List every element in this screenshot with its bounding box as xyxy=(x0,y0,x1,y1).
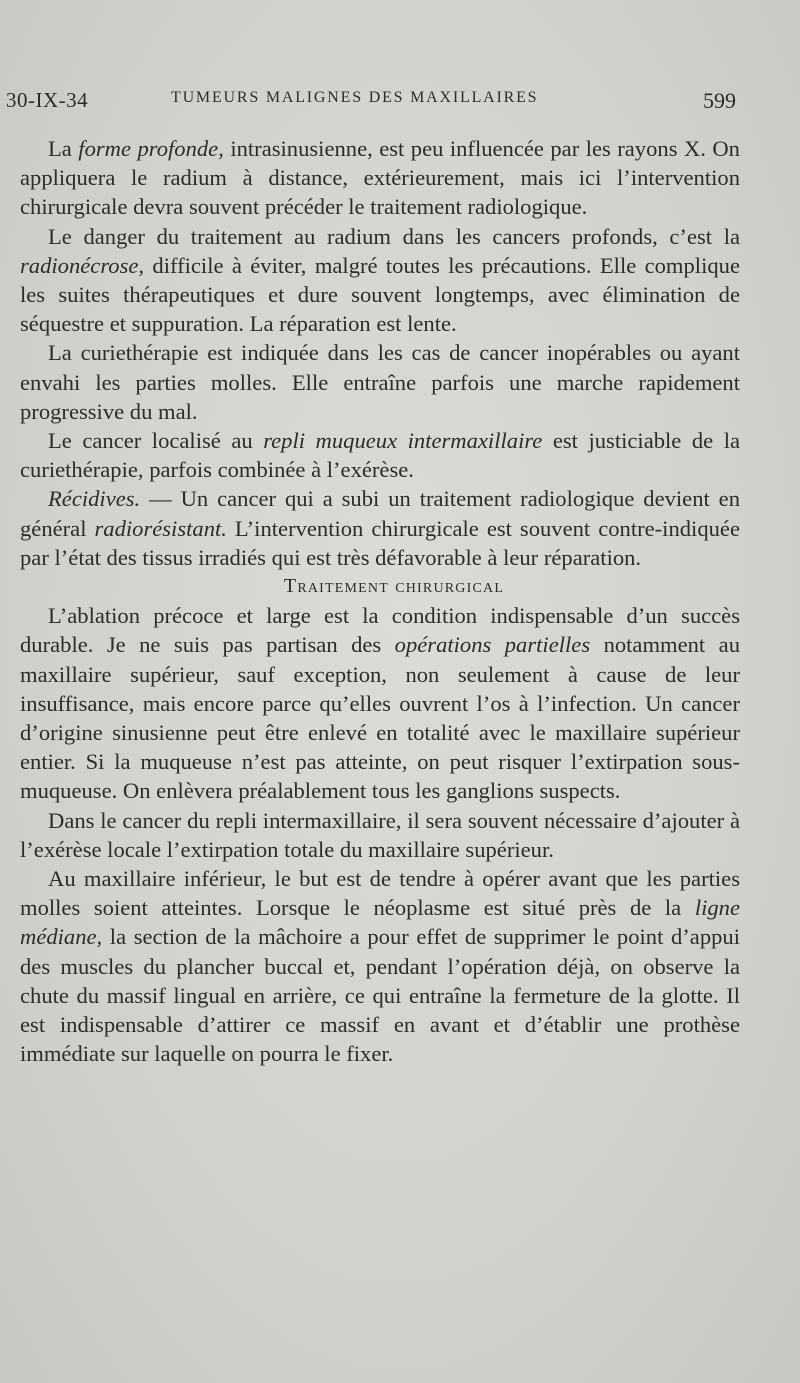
paragraph-radionecrose xyxy=(20,222,740,339)
p4-text-a: Le cancer localisé au xyxy=(48,428,264,454)
header-date: 30-IX-34 xyxy=(6,88,89,112)
p5-emphasis-radioresistant: radiorésistant. xyxy=(94,515,227,541)
running-head xyxy=(6,88,736,118)
p5-text-a: — Un cancer qui a subi un traitement radiologique devient en général xyxy=(20,486,740,541)
p1-text-a: La xyxy=(48,136,79,161)
paragraph-forme-profonde xyxy=(20,134,740,222)
p2-emphasis: radionécrose, xyxy=(20,252,145,278)
p4-text-b: est justiciable de la curiethérapie, parfois combinée à l’exérèse. xyxy=(20,428,740,483)
p5-emphasis-recidives: Récidives. xyxy=(48,486,141,512)
header-title: TUMEURS MALIGNES DES MAXILLAIRES xyxy=(171,89,539,106)
p6-text-b: notamment au maxillaire supérieur, sauf exception, non seulement à cause de leur insuffisance, mais encore parce qu’elles ouvrent l’os à l’infection. Un cancer d’origine sinusienne peut être enlevé en totalité avec le maxillaire supérieur entier. Si la muqueuse n’est pas atteinte, on peut risquer l’extirpation sous-muqueuse. On enlèvera préalablement tous les ganglions suspects. xyxy=(20,632,740,804)
p6-emphasis: opérations partielles xyxy=(394,632,591,658)
p8-text-a: Au maxillaire inférieur, le but est de tendre à opérer avant que les parties molles soient atteintes. Lorsque le néoplasme est situé près de la xyxy=(20,866,740,921)
page-number: 599 xyxy=(703,88,736,113)
p4-emphasis: repli muqueux intermaxillaire xyxy=(263,428,543,454)
p8-text-b: la section de la mâchoire a pour effet de supprimer le point d’appui des muscles du plancher buccal et, pendant l’opération déjà, on observe la chute du massif lingual en arrière, ce qui entraîne la fermeture de la glotte. Il est indispensable d’attirer ce massif en avant et d’établir une prothèse immédiate sur laquelle on pourra le fixer. xyxy=(20,924,740,1067)
section-heading: Traitement chirurgical xyxy=(283,575,505,598)
p6-text-a: L’ablation précoce et large est la condition indispensable d’un succès durable. Je ne suis pas partisan des xyxy=(20,603,740,658)
paragraph-curietherapie: La curiethérapie est indiquée dans les cas de cancer inopérables ou ayant envahi les parties molles. Elle entraîne parfois une marche rapidement progressive du mal. xyxy=(20,340,740,424)
paragraph-repli-intermaxillaire: Dans le cancer du repli intermaxillaire, il sera souvent nécessaire d’ajouter à l’exérèse locale l’extirpation totale du maxillaire supérieur. xyxy=(20,807,740,862)
paragraph-maxillaire-inferieur xyxy=(20,864,740,1068)
p1-text-b: intrasinusienne, est peu influencée par les rayons X. On appliquera le radium à distance, extérieurement, mais ici l’intervention chirurgicale devra souvent précéder le traitement radiologique. xyxy=(20,136,740,220)
p1-emphasis: forme profonde, xyxy=(78,136,224,161)
p5-text-b: L’intervention chirurgicale est souvent contre-indiquée par l’état des tissus irradiés qui est très défavorable à leur réparation. xyxy=(20,515,740,570)
p8-emphasis: ligne médiane, xyxy=(20,895,740,950)
body-text xyxy=(20,134,740,1069)
paragraph-ablation xyxy=(20,601,740,805)
paragraph-recidives xyxy=(20,484,740,572)
paragraph-repli-muqueux xyxy=(20,426,740,484)
p2-text-a: Le danger du traitement au radium dans les cancers profonds, c’est la xyxy=(48,223,740,249)
p2-text-b: difficile à éviter, malgré toutes les précautions. Elle complique les suites thérapeutiques et dure souvent longtemps, avec élimination de séquestre et suppuration. La réparation est lente. xyxy=(20,252,740,337)
